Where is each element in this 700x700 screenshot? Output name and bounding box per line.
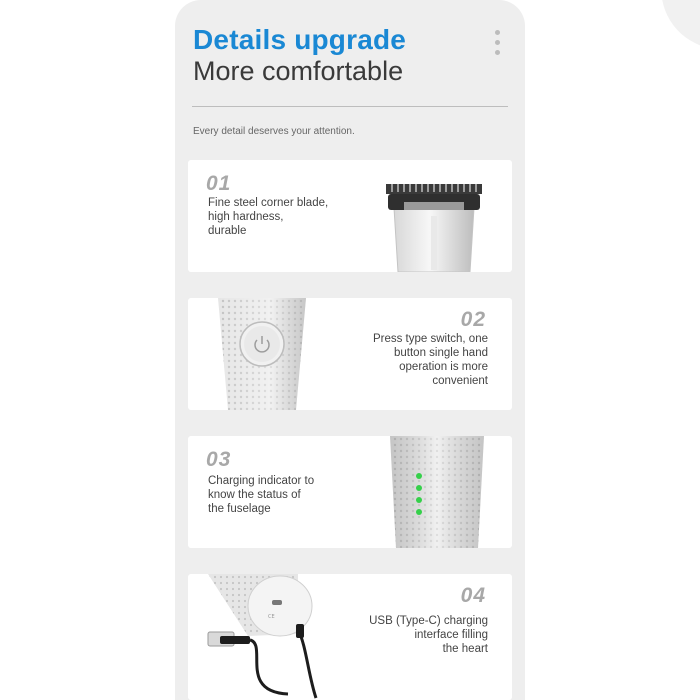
feature-description: Press type switch, one button single hand operation is more convenient (372, 333, 488, 387)
more-options-icon[interactable] (495, 30, 503, 60)
feature-card-01 (188, 160, 512, 272)
svg-text:CE: CE (268, 614, 275, 620)
header-divider (192, 106, 508, 107)
power-button-image (208, 298, 318, 410)
usb-cable-image (188, 574, 348, 700)
feature-number: 02 (460, 308, 486, 331)
blade-image (374, 160, 494, 272)
feature-description: Fine steel corner blade, high hardness, durable (208, 197, 329, 237)
feature-card-02 (188, 298, 512, 410)
detail-panel (175, 0, 525, 700)
feature-card-03 (188, 436, 512, 548)
feature-description: USB (Type-C) charging interface filling the heart (369, 615, 488, 655)
feature-number: 04 (460, 584, 486, 607)
page-subtitle: More comfortable (193, 56, 404, 86)
charging-indicator-image (386, 436, 496, 548)
page-title: Details upgrade (193, 24, 407, 55)
background-corner-shape (642, 0, 700, 56)
tagline: Every detail deserves your attention. (193, 126, 355, 137)
feature-number: 03 (206, 448, 232, 471)
feature-number: 01 (206, 172, 232, 195)
feature-description: Charging indicator to know the status of the fuselage (208, 475, 315, 515)
feature-card-04 (188, 574, 512, 700)
